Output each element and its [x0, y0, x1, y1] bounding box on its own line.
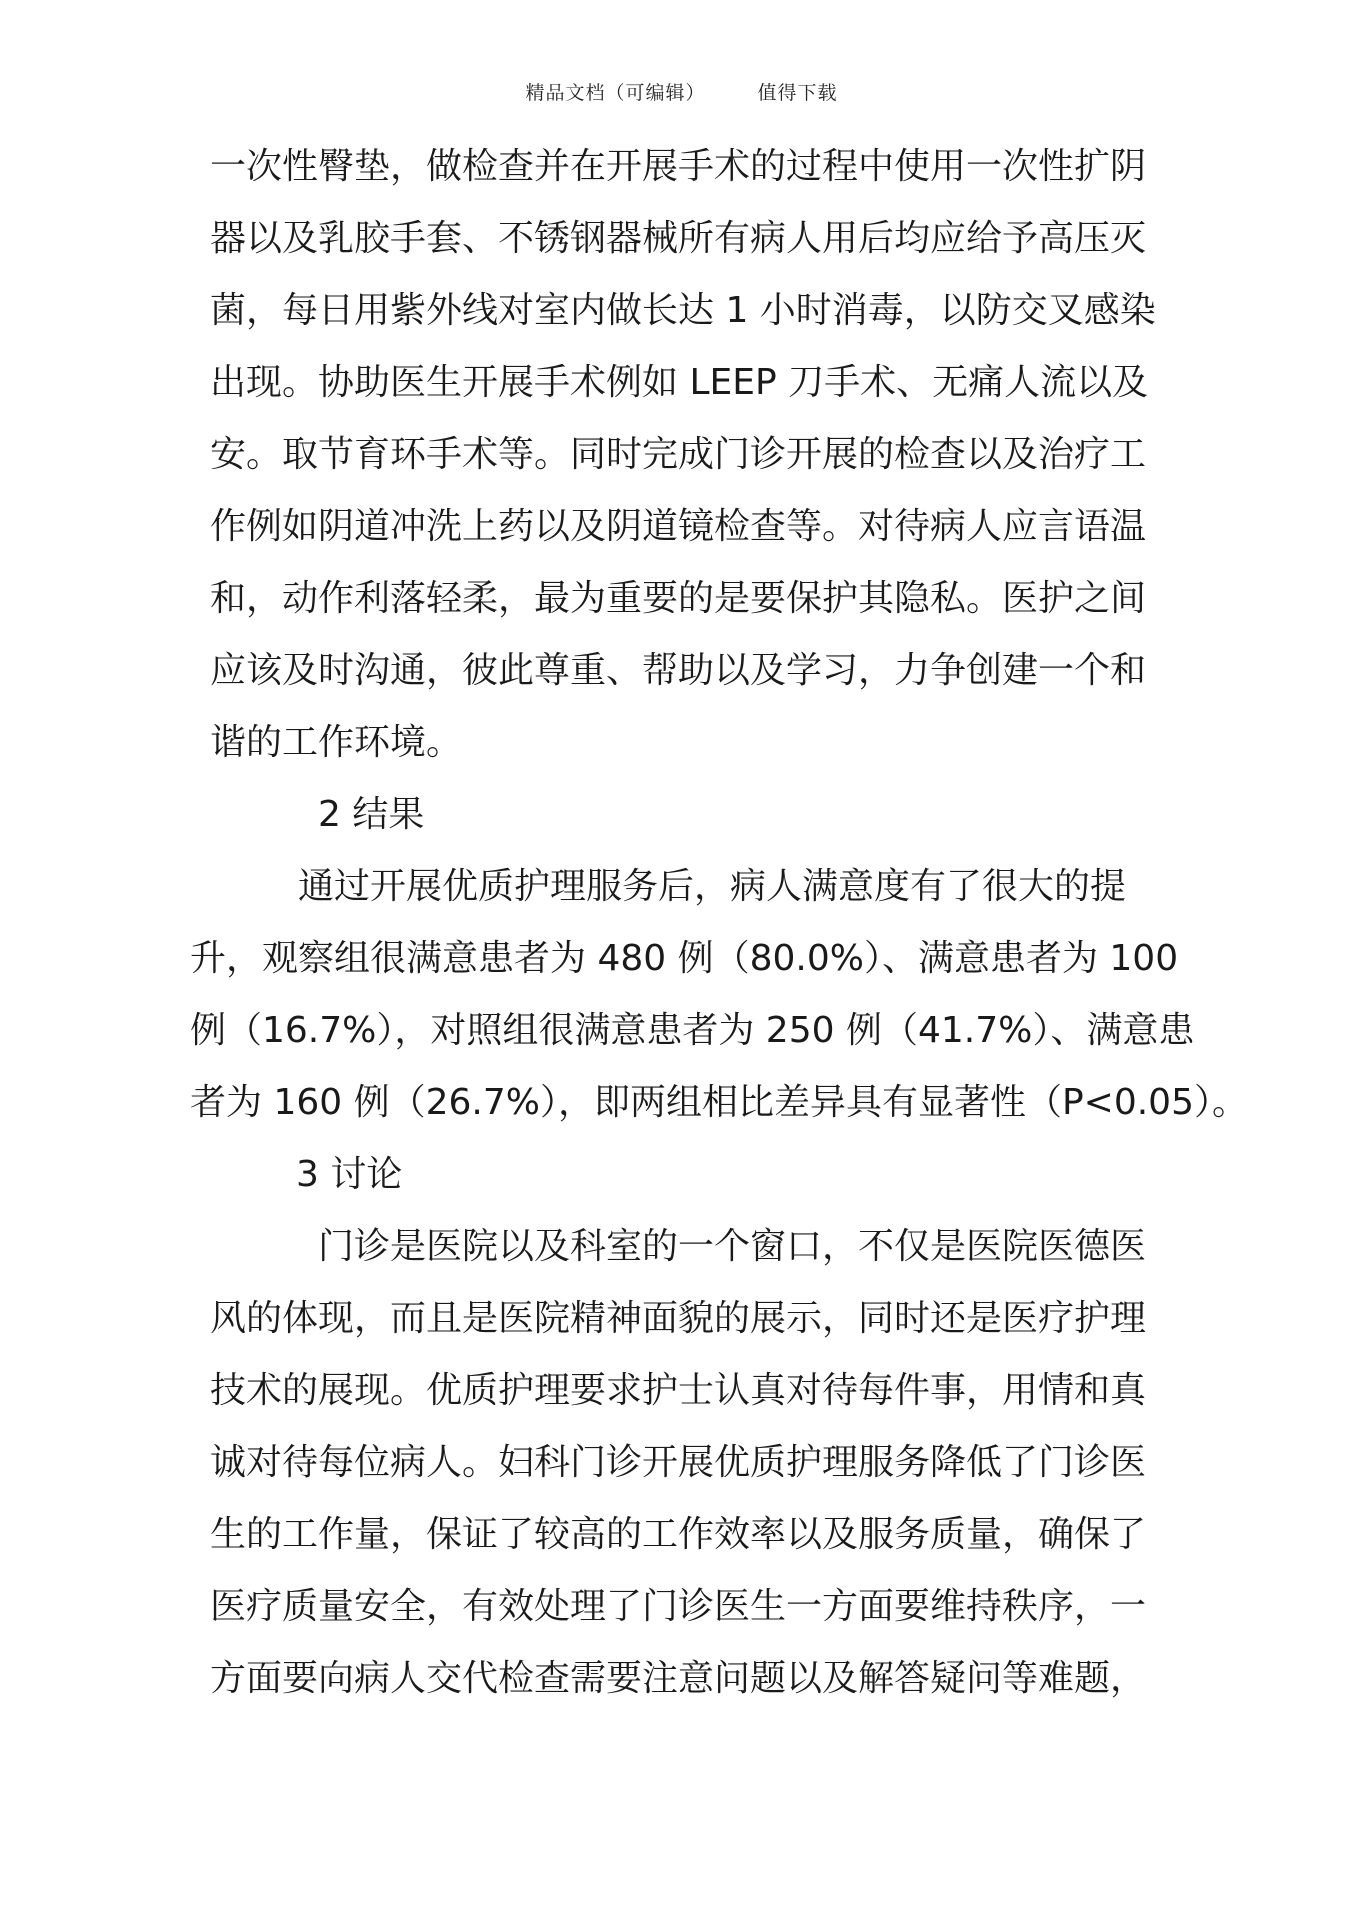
- text-line-6: 作例如阴道冲洗上药以及阴道镜检查等。对待病人应言语温: [210, 506, 1147, 547]
- text-line-1: 一次性臀垫，做检查并在开展手术的过程中使用一次性扩阴: [210, 146, 1147, 187]
- header-left-text: 精品文档（可编辑）: [525, 82, 706, 104]
- text-line-17: 风的体现，而且是医院精神面貌的展示，同时还是医疗护理: [210, 1298, 1147, 1339]
- text-line-12: 升，观察组很满意患者为 480 例（80.0%）、满意患者为 100: [190, 938, 1179, 979]
- text-line-21: 医疗质量安全，有效处理了门诊医生一方面要维持秩序，一: [210, 1586, 1147, 1627]
- page-header: [0, 78, 1363, 105]
- text-line-20: 生的工作量，保证了较高的工作效率以及服务质量，确保了: [210, 1514, 1147, 1555]
- text-line-3: 菌，每日用紫外线对室内做长达 1 小时消毒，以防交叉感染: [210, 290, 1156, 331]
- text-line-5: 安。取节育环手术等。同时完成门诊开展的检查以及治疗工: [210, 434, 1147, 475]
- text-line-11: 通过开展优质护理服务后，病人满意度有了很大的提: [298, 866, 1127, 907]
- text-line-16: 门诊是医院以及科室的一个窗口，不仅是医院医德医: [318, 1226, 1147, 1267]
- text-line-7: 和，动作利落轻柔，最为重要的是要保护其隐私。医护之间: [210, 578, 1147, 619]
- text-line-22: 方面要向病人交代检查需要注意问题以及解答疑问等难题，: [210, 1658, 1147, 1699]
- text-line-4: 出现。协助医生开展手术例如 LEEP 刀手术、无痛人流以及: [210, 362, 1149, 403]
- text-line-14: 者为 160 例（26.7%），即两组相比差异具有显著性（P<0.05）。: [190, 1082, 1248, 1123]
- text-line-13: 例（16.7%），对照组很满意患者为 250 例（41.7%）、满意患: [190, 1010, 1195, 1051]
- header-right-text: 值得下载: [757, 82, 838, 104]
- text-line-19: 诚对待每位病人。妇科门诊开展优质护理服务降低了门诊医: [210, 1442, 1147, 1483]
- text-line-2: 器以及乳胶手套、不锈钢器械所有病人用后均应给予高压灭: [210, 218, 1147, 259]
- text-line-18: 技术的展现。优质护理要求护士认真对待每件事，用情和真: [210, 1370, 1147, 1411]
- text-line-9: 谐的工作环境。: [210, 722, 463, 763]
- section-heading-discussion: 3 讨论: [296, 1154, 403, 1195]
- text-line-8: 应该及时沟通，彼此尊重、帮助以及学习，力争创建一个和: [210, 650, 1147, 691]
- section-heading-results: 2 结果: [318, 794, 425, 835]
